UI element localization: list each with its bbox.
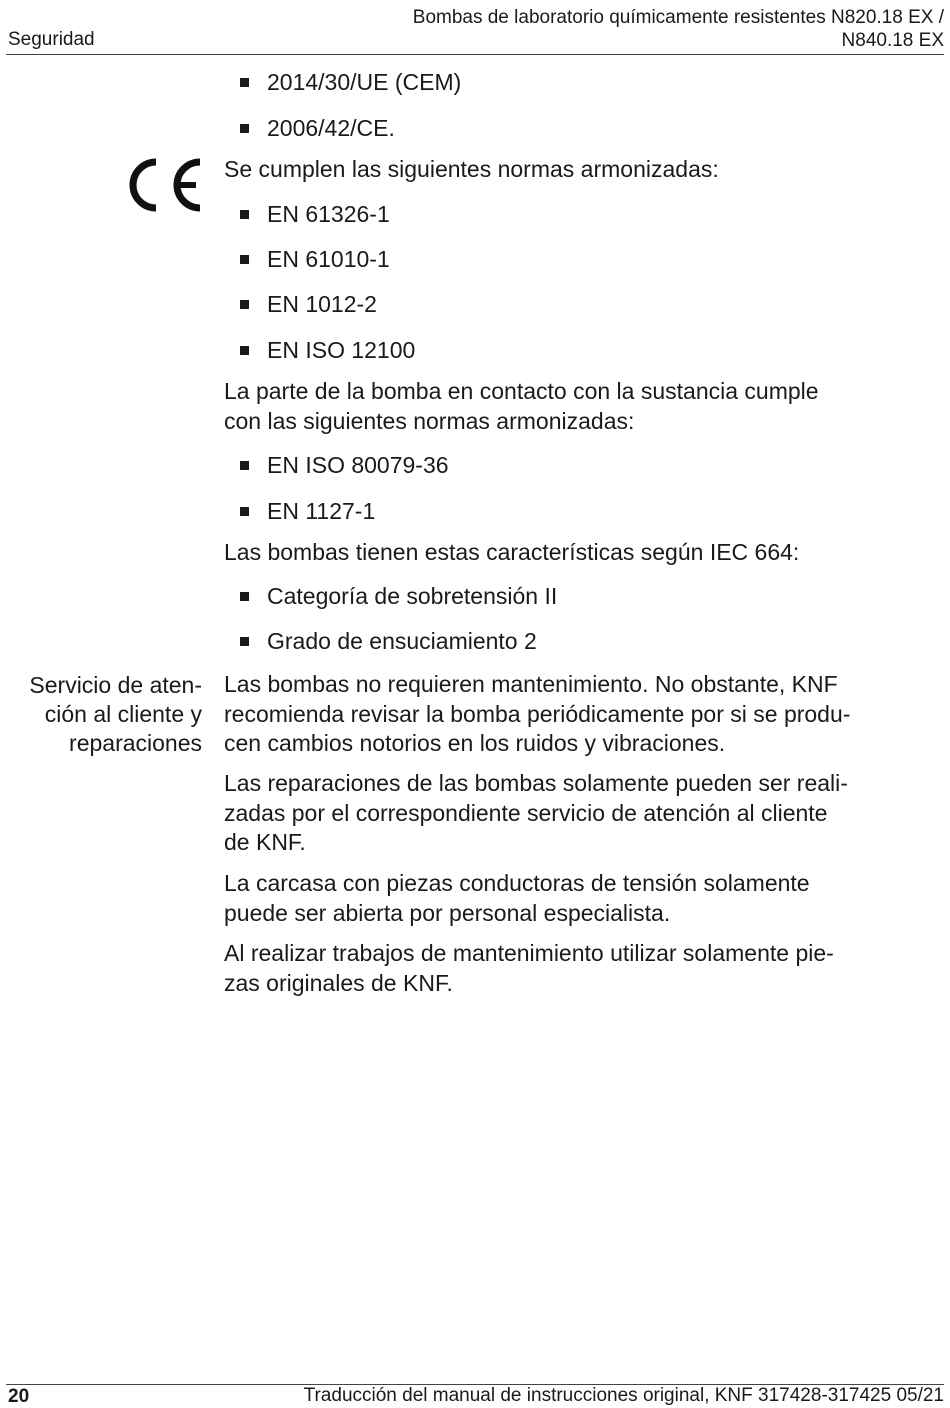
header-section: Seguridad: [8, 29, 95, 50]
paragraph: [224, 769, 924, 858]
bullet-item: [240, 497, 375, 527]
paragraph-line: con las siguientes normas armonizadas:: [224, 407, 635, 434]
bullet-item: [240, 451, 449, 481]
paragraph-line: La parte de la bomba en contacto con la sustancia cumple: [224, 378, 819, 404]
paragraph: [224, 869, 924, 928]
side-label-service: [0, 671, 202, 758]
side-label-line: ción al cliente y: [44, 701, 202, 727]
paragraph-line: La carcasa con piezas conductoras de tensión solamente: [224, 870, 810, 896]
bullet-text: Grado de ensuciamiento 2: [267, 628, 537, 654]
bullet-item: [240, 582, 557, 612]
paragraph-line: Al realizar trabajos de mantenimiento utilizar solamente pie-: [224, 940, 834, 966]
paragraph: Las bombas tienen estas características según IEC 664:: [224, 539, 800, 565]
bullet-text: 2006/42/CE.: [267, 115, 395, 141]
paragraph: [224, 670, 924, 759]
bullet-text: EN ISO 80079-36: [267, 452, 449, 478]
bullet-text: EN 1012-2: [267, 291, 377, 317]
side-label-line: reparaciones: [69, 730, 202, 756]
ce-mark-icon: [122, 156, 204, 214]
bullet-item: [240, 200, 390, 230]
paragraph: [224, 939, 924, 998]
side-label-line: Servicio de aten-: [29, 672, 202, 698]
header-title-line: Bombas de laboratorio químicamente resistentes N820.18 EX /: [412, 7, 944, 28]
bullet-item: [240, 245, 390, 275]
paragraph-line: puede ser abierta por personal especialista.: [224, 899, 671, 926]
bullet-item: [240, 114, 395, 144]
page-number: 20: [8, 1386, 30, 1407]
bullet-text: EN 1127-1: [267, 498, 376, 524]
paragraph: Se cumplen las siguientes normas armonizadas:: [224, 156, 719, 182]
bullet-item: [240, 627, 537, 657]
bullet-text: 2014/30/UE (CEM): [267, 69, 462, 95]
paragraph-line: recomienda revisar la bomba periódicamente por si se produ-: [224, 700, 851, 727]
paragraph-line: zadas por el correspondiente servicio de atención al cliente: [224, 799, 828, 826]
bullet-item: [240, 68, 461, 98]
bullet-text: EN 61010-1: [267, 246, 390, 272]
paragraph: [224, 377, 924, 436]
footer-text: Traducción del manual de instrucciones original, KNF 317428-317425 05/21: [303, 1385, 944, 1406]
bullet-item: [240, 336, 415, 366]
header-title-line: N840.18 EX: [841, 30, 944, 51]
bullet-text: EN ISO 12100: [267, 337, 416, 363]
paragraph-line: Las reparaciones de las bombas solamente pueden ser reali-: [224, 770, 848, 796]
bullet-item: [240, 290, 377, 320]
paragraph-line: zas originales de KNF.: [224, 969, 453, 996]
header-divider: [6, 54, 944, 55]
paragraph-line: de KNF.: [224, 829, 306, 855]
bullet-text: Categoría de sobretensión II: [267, 583, 558, 609]
bullet-text: EN 61326-1: [267, 201, 390, 227]
header-title: [344, 6, 944, 52]
paragraph-line: Las bombas no requieren mantenimiento. No obstante, KNF: [224, 671, 838, 697]
paragraph-line: cen cambios notorios en los ruidos y vibraciones.: [224, 730, 726, 756]
